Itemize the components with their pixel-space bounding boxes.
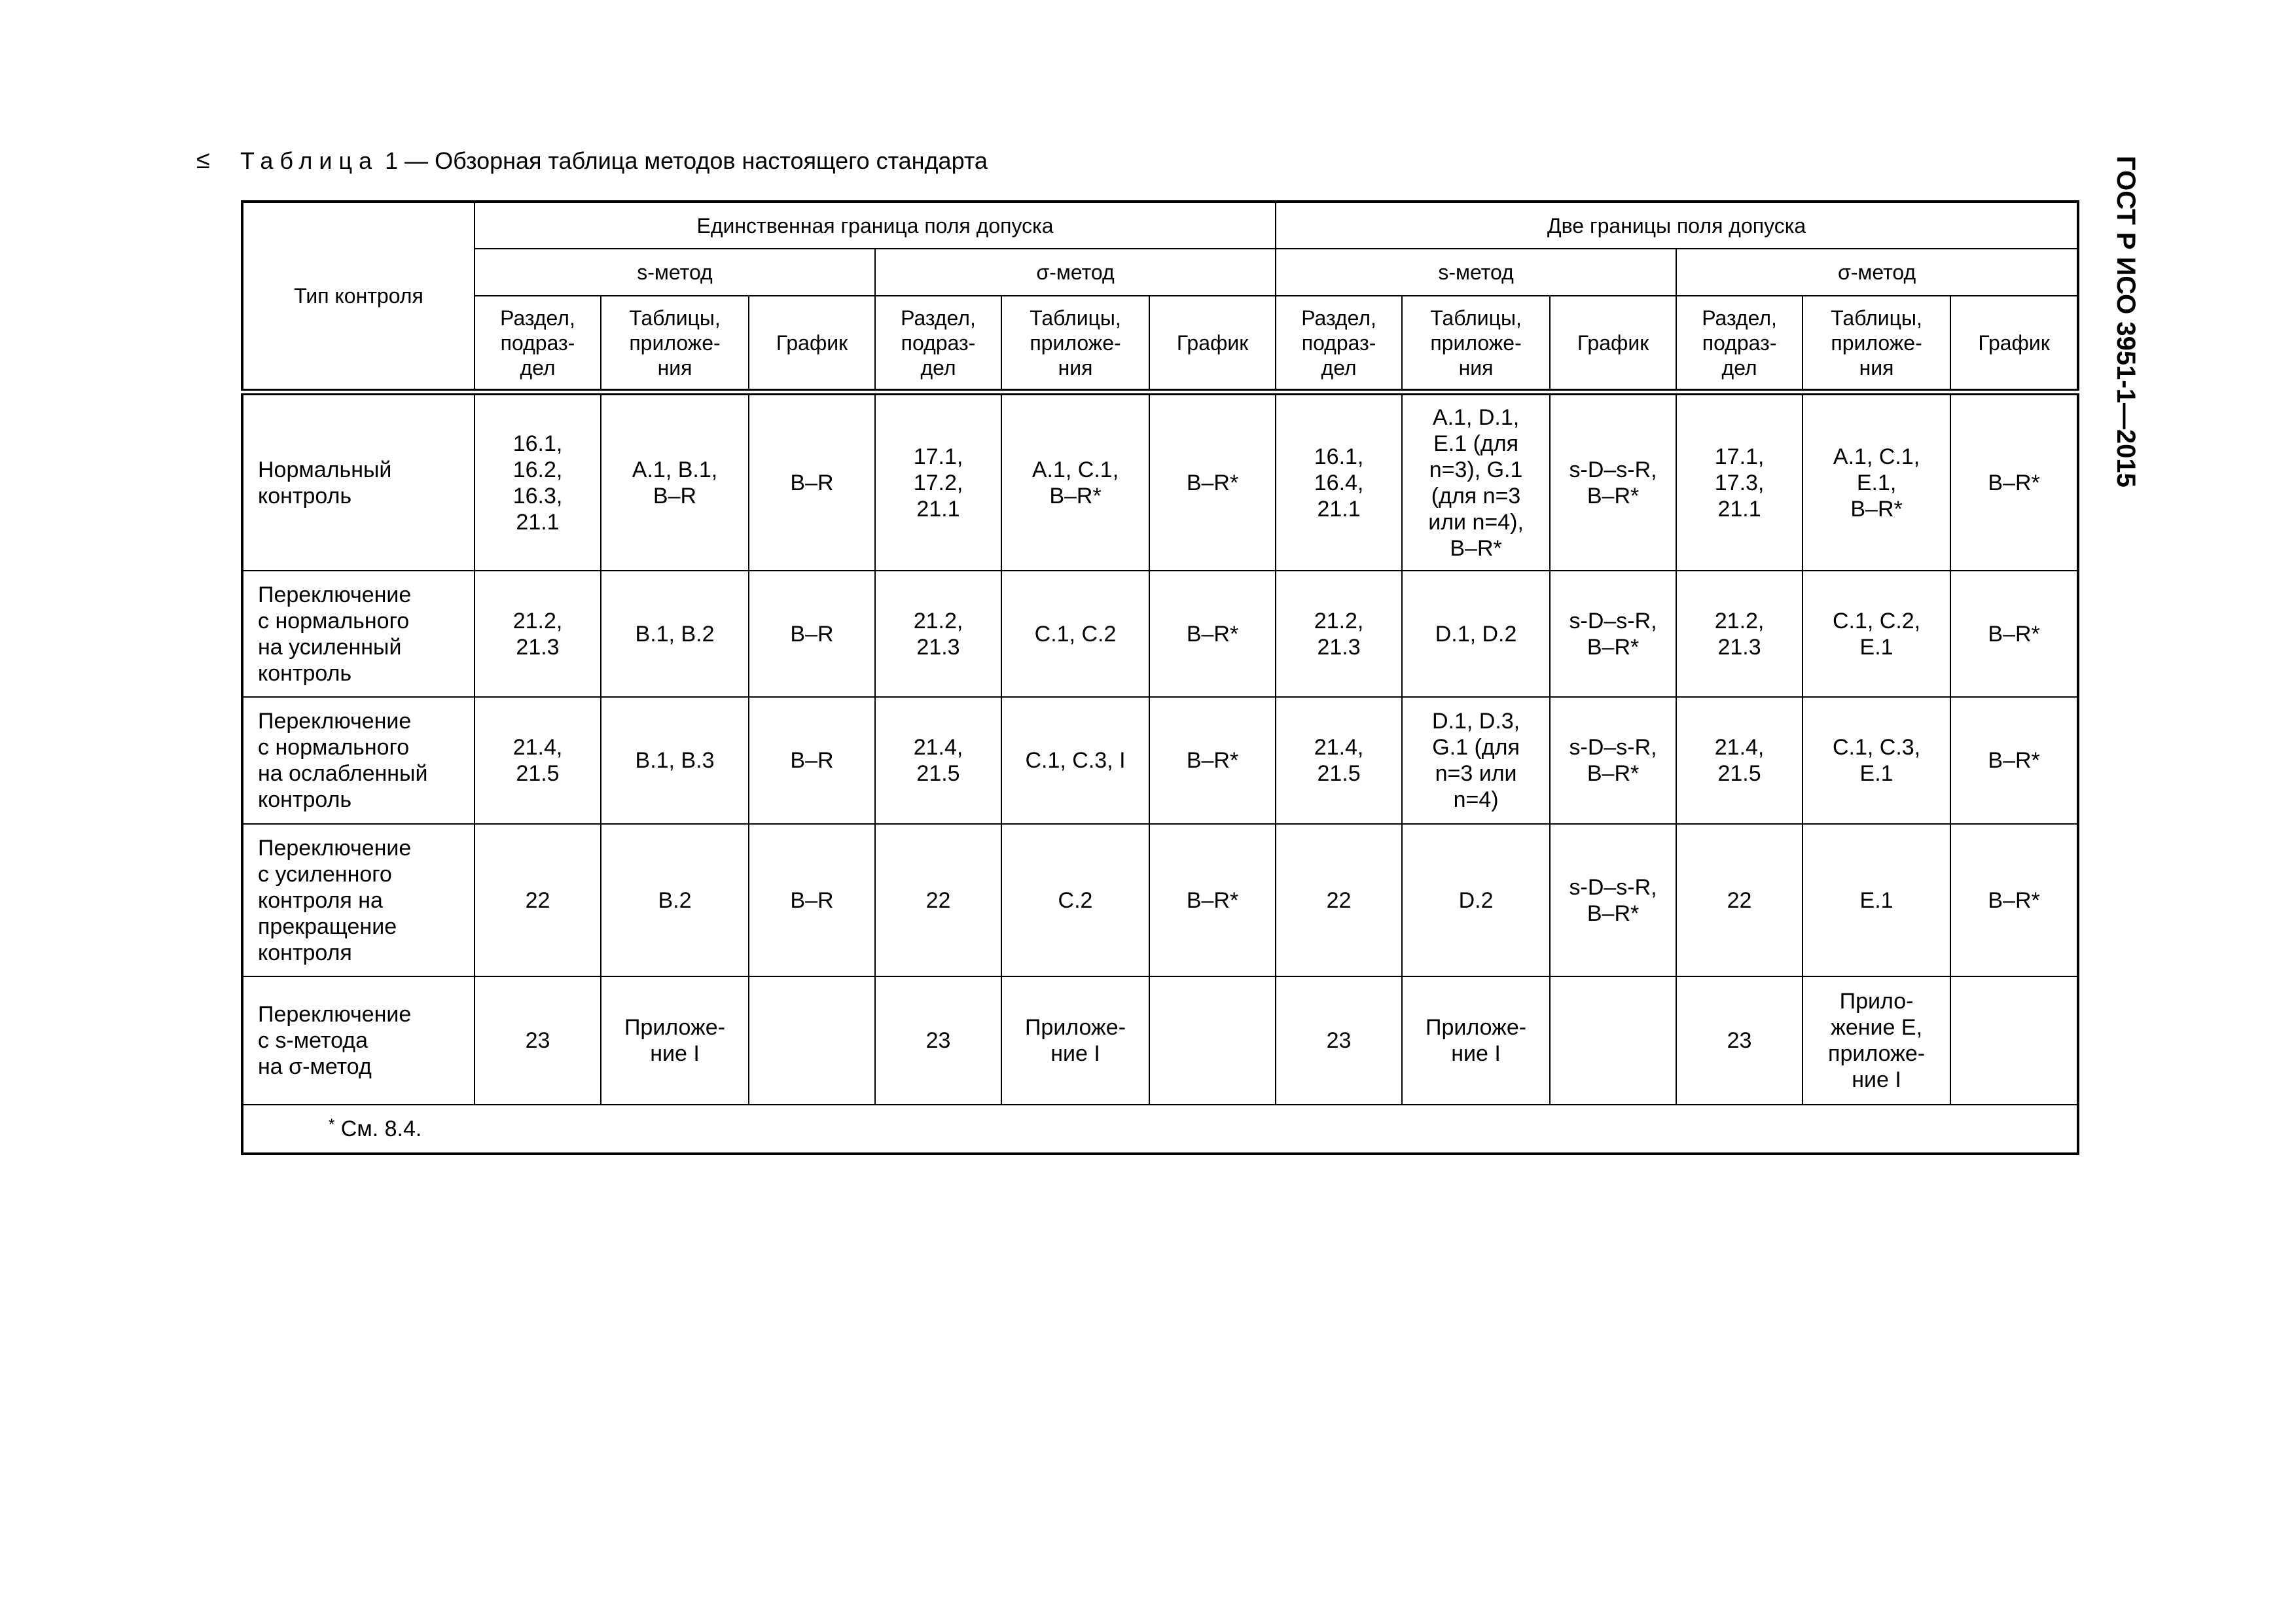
header-tables: Таблицы, приложе- ния xyxy=(1001,296,1149,392)
table-cell: B–R* xyxy=(1950,571,2078,697)
table-cell: 23 xyxy=(875,976,1001,1105)
table-row xyxy=(242,392,2078,571)
table-caption xyxy=(240,149,988,173)
row-label: Переключение с нормального на ослабленный контроль xyxy=(242,697,475,824)
methods-overview-table xyxy=(241,200,2079,1155)
table-cell: 17.1, 17.3, 21.1 xyxy=(1676,392,1803,571)
methods-overview-table-wrapper xyxy=(241,200,2077,1155)
header-chart: График xyxy=(749,296,875,392)
header-single-limit: Единственная граница поля допуска xyxy=(475,202,1276,249)
table-cell: B–R xyxy=(749,571,875,697)
header-method: s-метод xyxy=(1276,249,1676,296)
table-cell: C.2 xyxy=(1001,824,1149,976)
table-cell: 21.4, 21.5 xyxy=(1276,697,1402,824)
table-cell: 22 xyxy=(1676,824,1803,976)
table-cell: D.1, D.2 xyxy=(1402,571,1550,697)
footnote-row xyxy=(242,1105,2078,1154)
table-cell: B–R* xyxy=(1149,697,1276,824)
table-cell: 22 xyxy=(1276,824,1402,976)
table-cell: C.1, C.3, E.1 xyxy=(1803,697,1950,824)
table-cell: B–R* xyxy=(1950,824,2078,976)
table-row xyxy=(242,571,2078,697)
header-tables: Таблицы, приложе- ния xyxy=(601,296,749,392)
table-cell: s-D–s-R, B–R* xyxy=(1550,824,1676,976)
table-cell: 21.2, 21.3 xyxy=(1276,571,1402,697)
row-label: Переключение с усиленного контроля на прекращение контроля xyxy=(242,824,475,976)
table-cell xyxy=(1950,976,2078,1105)
header-section: Раздел, подраз- дел xyxy=(1276,296,1402,392)
row-label: Нормальный контроль xyxy=(242,392,475,571)
table-cell: 22 xyxy=(475,824,601,976)
table-cell: C.1, C.3, I xyxy=(1001,697,1149,824)
table-footnote xyxy=(242,1105,2078,1154)
table-cell: B–R* xyxy=(1149,571,1276,697)
table-cell: 21.2, 21.3 xyxy=(475,571,601,697)
table-cell: A.1, C.1, E.1, B–R* xyxy=(1803,392,1950,571)
table-cell: 16.1, 16.4, 21.1 xyxy=(1276,392,1402,571)
table-cell: B–R* xyxy=(1149,392,1276,571)
table-cell: 17.1, 17.2, 21.1 xyxy=(875,392,1001,571)
header-method: s-метод xyxy=(475,249,875,296)
footnote-mark: * xyxy=(329,1116,335,1133)
table-cell: s-D–s-R, B–R* xyxy=(1550,571,1676,697)
row-label: Переключение с s-метода на σ-метод xyxy=(242,976,475,1105)
table-cell: 21.2, 21.3 xyxy=(1676,571,1803,697)
header-method: σ-метод xyxy=(875,249,1276,296)
table-cell: B–R xyxy=(749,697,875,824)
table-cell: B–R* xyxy=(1149,824,1276,976)
table-cell: Приложе- ние I xyxy=(1001,976,1149,1105)
table-cell: C.1, C.2, E.1 xyxy=(1803,571,1950,697)
table-row xyxy=(242,824,2078,976)
header-section: Раздел, подраз- дел xyxy=(875,296,1001,392)
header-section: Раздел, подраз- дел xyxy=(1676,296,1803,392)
table-cell: D.2 xyxy=(1402,824,1550,976)
header-tables: Таблицы, приложе- ния xyxy=(1402,296,1550,392)
table-cell: B–R xyxy=(749,824,875,976)
table-cell: B–R xyxy=(749,392,875,571)
table-cell: 21.4, 21.5 xyxy=(475,697,601,824)
header-chart: График xyxy=(1950,296,2078,392)
table-cell: Прило- жение E, приложе- ние I xyxy=(1803,976,1950,1105)
header-chart: График xyxy=(1550,296,1676,392)
table-cell: 21.4, 21.5 xyxy=(1676,697,1803,824)
table-cell: Приложе- ние I xyxy=(1402,976,1550,1105)
table-cell: Приложе- ние I xyxy=(601,976,749,1105)
table-cell: s-D–s-R, B–R* xyxy=(1550,392,1676,571)
page-number: ≤ xyxy=(196,147,210,174)
table-cell: B.2 xyxy=(601,824,749,976)
table-cell: 22 xyxy=(875,824,1001,976)
header-method: σ-метод xyxy=(1676,249,2078,296)
header-double-limit: Две границы поля допуска xyxy=(1276,202,2078,249)
table-cell: E.1 xyxy=(1803,824,1950,976)
table-cell: 21.2, 21.3 xyxy=(875,571,1001,697)
table-cell: A.1, B.1, B–R xyxy=(601,392,749,571)
table-cell xyxy=(1149,976,1276,1105)
table-cell: C.1, C.2 xyxy=(1001,571,1149,697)
footnote-text: См. 8.4. xyxy=(334,1116,422,1141)
header-chart: График xyxy=(1149,296,1276,392)
table-cell: B.1, B.2 xyxy=(601,571,749,697)
table-cell: A.1, C.1, B–R* xyxy=(1001,392,1149,571)
table-cell: B–R* xyxy=(1950,392,2078,571)
header-control-type: Тип контроля xyxy=(242,202,475,392)
table-cell: 23 xyxy=(1676,976,1803,1105)
table-cell xyxy=(749,976,875,1105)
table-cell: 23 xyxy=(1276,976,1402,1105)
caption-text: 1 — Обзорная таблица методов настоящего стандарта xyxy=(378,147,988,174)
table-cell: s-D–s-R, B–R* xyxy=(1550,697,1676,824)
table-cell: A.1, D.1, E.1 (для n=3), G.1 (для n=3 или n=4), B–R* xyxy=(1402,392,1550,571)
standard-designation: ГОСТ Р ИСО 3951-1—2015 xyxy=(2111,156,2140,488)
table-cell: 16.1, 16.2, 16.3, 21.1 xyxy=(475,392,601,571)
row-label: Переключение с нормального на усиленный контроль xyxy=(242,571,475,697)
header-tables: Таблицы, приложе- ния xyxy=(1803,296,1950,392)
caption-label: Таблица xyxy=(240,147,379,174)
table-cell xyxy=(1550,976,1676,1105)
table-cell: B.1, B.3 xyxy=(601,697,749,824)
table-cell: 23 xyxy=(475,976,601,1105)
table-cell: 21.4, 21.5 xyxy=(875,697,1001,824)
header-section: Раздел, подраз- дел xyxy=(475,296,601,392)
table-row xyxy=(242,697,2078,824)
table-cell: D.1, D.3, G.1 (для n=3 или n=4) xyxy=(1402,697,1550,824)
table-row xyxy=(242,976,2078,1105)
table-cell: B–R* xyxy=(1950,697,2078,824)
